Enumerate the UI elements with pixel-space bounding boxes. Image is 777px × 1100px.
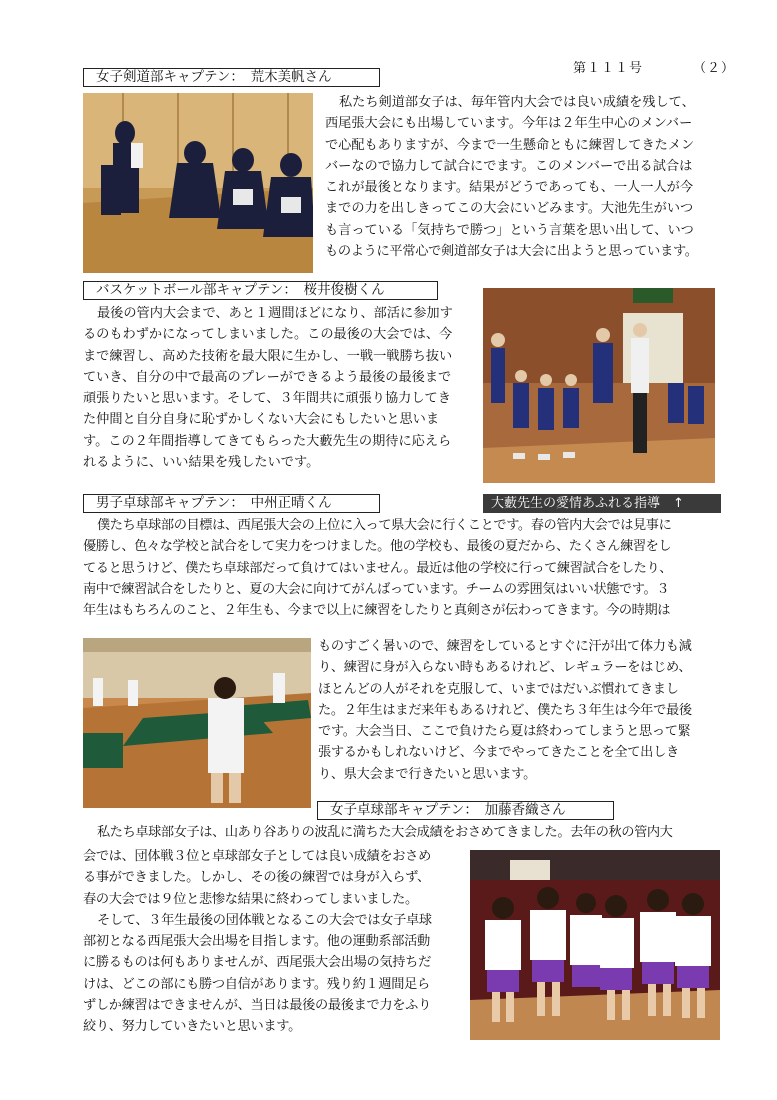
- text-line: です。大会当日、ここで負けたら夏は終わってしまうと思って緊: [318, 724, 691, 740]
- text-line: 私たち卓球部女子は、山あり谷ありの波乱に満ちた大会成績をおさめてきました。去年の秋の管内大: [97, 825, 673, 840]
- kendo-text: [325, 92, 725, 262]
- text-line: てると思うけど、僕たち卓球部だって負けてはいません。最近は他の学校に行って練習試合をしたり、: [83, 560, 673, 576]
- boys-tabletennis-text-side: [318, 636, 728, 785]
- basketball-text: [83, 303, 478, 473]
- text-line: る事ができました。しかし、その後の練習では身が入らず、: [83, 870, 430, 886]
- text-line: これが最後となります。結果がどうであっても、一人一人が今: [325, 180, 694, 196]
- kendo-photo: [83, 93, 313, 273]
- text-line: ものすごく暑いので、練習をしているとすぐに汗が出て体力も減: [318, 639, 692, 654]
- text-line: 部初となる西尾張大会出場を目指します。他の運動系部活動: [83, 934, 430, 950]
- boys-tabletennis-photo: [83, 638, 311, 808]
- girls-tabletennis-text-full: [83, 822, 733, 843]
- text-line: た。２年生はまだ来年もあるけれど、僕たち３年生は今年で最後: [318, 702, 692, 718]
- text-line: ものように平常心で剣道部女子は大会に出ようと思っています。: [325, 244, 698, 260]
- text-line: までの力を出しきってこの大会にいどみます。大池先生がいつ: [325, 201, 694, 217]
- text-line: 春の大会では９位と悲惨な結果に終わってしまいました。: [83, 891, 418, 907]
- text-line: 最後の管内大会まで、あと１週間ほどになり、部活に参加す: [97, 306, 453, 321]
- boys-tabletennis-text-full: [83, 515, 733, 621]
- text-line: り、練習に身が入らない時もあるけれど、レギュラーをはじめ、: [318, 660, 692, 676]
- text-line: 私たち剣道部女子は、毎年管内大会では良い成績を残して、: [339, 95, 695, 110]
- text-line: 西尾張大会にも出場しています。今年は２年生中心のメンバー: [325, 116, 693, 132]
- text-line: 僕たち卓球部の目標は、西尾張大会の上位に入って県大会に行くことです。春の管内大会では見事に: [97, 518, 672, 533]
- text-line: れるように、いい結果を残したいです。: [83, 455, 320, 471]
- girls-tabletennis-section-title: 女子卓球部キャプテン： 加藤香織さん: [317, 801, 614, 820]
- kendo-section-title: 女子剣道部キャプテン： 荒木美帆さん: [83, 68, 380, 87]
- basketball-section-title: バスケットボール部キャプテン： 桜井俊樹くん: [83, 281, 438, 300]
- text-line: 張するかもしれないけど、今までやってきたことを全て出しき: [318, 745, 679, 761]
- text-line: り、県大会まで行きたいと思います。: [318, 766, 537, 782]
- text-line: 絞り、努力していきたいと思います。: [83, 1019, 302, 1035]
- text-line: ていき、自分の中で最高のプレーができるよう最後の最後まで: [83, 369, 452, 385]
- girls-tabletennis-text-side: [83, 846, 463, 1038]
- text-line: 優勝し、色々な学校と試合をして実力をつけました。他の学校も、最後の夏だから、たくさん練習をし: [83, 539, 672, 555]
- text-line: そして、３年生最後の団体戦となるこの大会では女子卓球: [97, 912, 432, 928]
- text-line: す。この２年間指導してきてもらった大藪先生の期待に応えら: [83, 433, 452, 449]
- text-line: 南中で練習試合をしたりと、夏の大会に向けてがんばっています。チームの雰囲気はいい状態です。３: [83, 581, 670, 597]
- basketball-photo: [483, 288, 715, 483]
- text-line: バーなので協力して試合にでます。このメンバーで出る試合は: [325, 158, 693, 174]
- basketball-photo-caption: 大藪先生の愛情あふれる指導 ↑: [483, 494, 721, 513]
- text-line: 頑張りたいと思います。そして、３年間共に頑張り協力してき: [83, 391, 451, 407]
- boys-tabletennis-section-title: 男子卓球部キャプテン： 中州正晴くん: [83, 494, 380, 513]
- girls-tabletennis-photo: [470, 850, 720, 1040]
- text-line: 年生はもちろんのこと、２年生も、今まで以上に練習をしたりと真剣さが伝わってきます。今の時期は: [83, 603, 671, 619]
- page-number: （２）: [693, 61, 736, 76]
- text-line: まで練習し、高めた技術を最大限に生かし、一戦一戦勝ち抜い: [83, 348, 453, 364]
- text-line: も言っている「気持ちで勝つ」という言葉を思い出して、いつ: [325, 222, 694, 238]
- text-line: るのもわずかになってしまいました。この最後の大会では、今: [83, 327, 453, 343]
- text-line: ずしか練習はできませんが、当日は最後の最後まで力をふり: [83, 998, 431, 1014]
- issue-number: 第１１１号: [573, 61, 644, 76]
- text-line: ほとんどの人がそれを克服して、いまではだいぶ慣れてきまし: [318, 681, 679, 697]
- text-line: た仲間と自分自身に恥ずかしくない大会にもしたいと思いま: [83, 412, 440, 428]
- text-line: けは、どこの部にも勝つ自信があります。残り約１週間足ら: [83, 976, 430, 992]
- text-line: で心配もありますが、今まで一生懸命ともに練習してきたメン: [325, 137, 695, 153]
- text-line: 会では、団体戦３位と卓球部女子としては良い成績をおさめ: [83, 849, 431, 864]
- text-line: に勝るものは何もありませんが、西尾張大会出場の気持ちだ: [83, 955, 431, 971]
